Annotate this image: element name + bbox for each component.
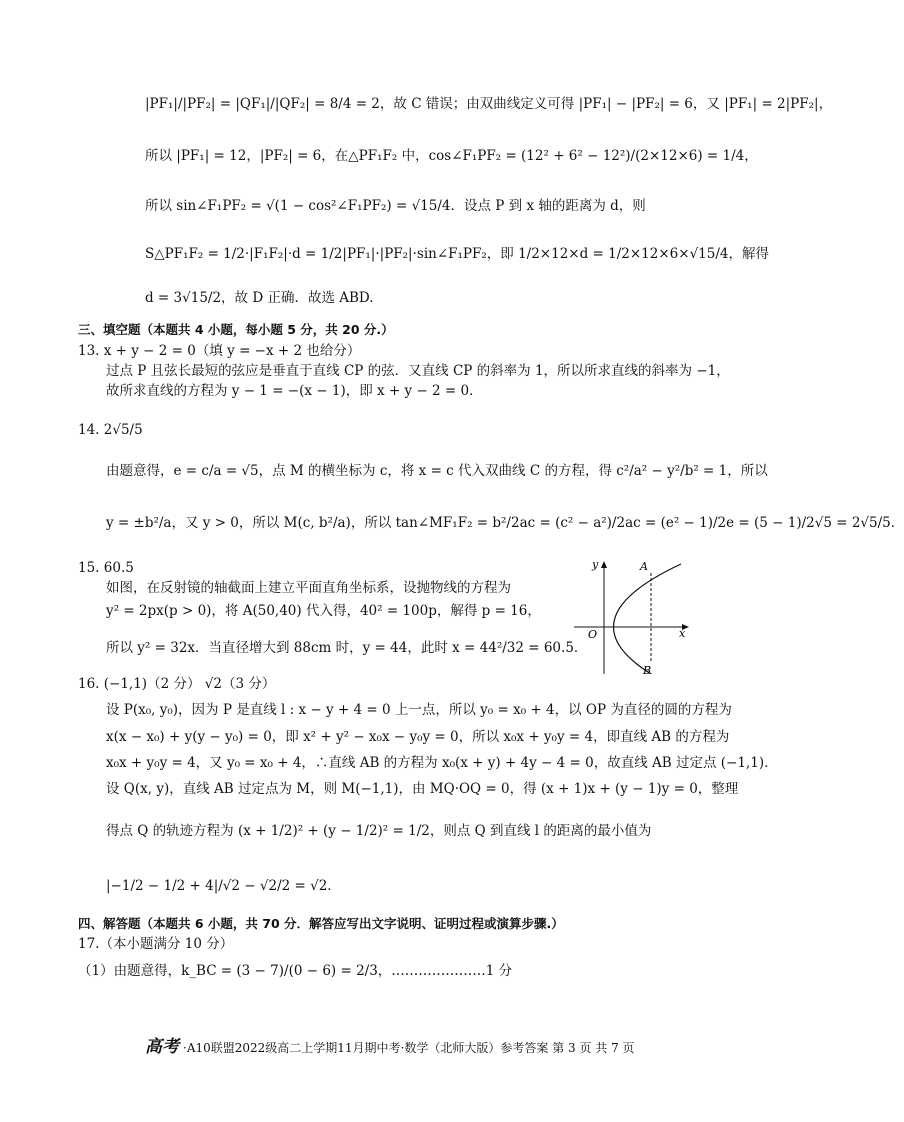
- point-a-label: A: [640, 560, 648, 573]
- q16-explanation-5: 得点 Q 的轨迹方程为 (x + 1/2)² + (y − 1/2)² = 1/2，则点 Q 到直线 l 的距离的最小值为: [106, 823, 652, 839]
- footer-text: ·A10联盟2022级高二上学期11月期中考·数学（北师大版）参考答案 第 3 页 共 7 页: [183, 1041, 635, 1055]
- footer-logo: 高考: [145, 1037, 179, 1057]
- q16-explanation-6: |−1/2 − 1/2 + 4|/√2 − √2/2 = √2．: [106, 878, 341, 894]
- q16-explanation-4: 设 Q(x, y)，直线 AB 过定点为 M，则 M(−1,1)，由 MQ·OQ = 0，得 (x + 1)x + (y − 1)y = 0，整理: [106, 781, 739, 797]
- q14-explanation-1: 由题意得，e = c/a = √5，点 M 的横坐标为 c，将 x = c 代入双曲线 C 的方程，得 c²/a² − y²/b² = 1，所以: [106, 463, 768, 479]
- q14-answer: 14. 2√5/5: [78, 422, 143, 438]
- line-2: 所以 |PF₁| = 12，|PF₂| = 6，在△PF₁F₂ 中，cos∠F₁PF₂ = (12² + 6² − 12²)/(2×12×6) = 1/4，: [145, 148, 758, 164]
- x-axis-label: x: [679, 627, 686, 640]
- q13-explanation-1: 过点 P 且弦长最短的弦应是垂直于直线 CP 的弦．又直线 CP 的斜率为 1，所以所求直线的斜率为 −1，: [106, 363, 730, 379]
- q15-explanation-2: y² = 2px(p > 0)，将 A(50,40) 代入得，40² = 100p，解得 p = 16，: [106, 603, 541, 619]
- parabola-figure: [568, 556, 698, 681]
- section-4-heading: 四、解答题（本题共 6 小题，共 70 分．解答应写出文字说明、证明过程或演算步骤.）: [78, 916, 564, 931]
- q14-explanation-2: y = ±b²/a，又 y > 0，所以 M(c, b²/a)，所以 tan∠MF₁F₂ = b²/2ac = (c² − a²)/2ac = (e² − 1)/2e = (5 − 1)/2√5 = 2√5/5．: [106, 515, 904, 531]
- q15-explanation-1: 如图，在反射镜的轴截面上建立平面直角坐标系，设抛物线的方程为: [106, 580, 511, 596]
- y-axis-label: y: [592, 558, 599, 571]
- q17-part-1: （1）由题意得，k_BC = (3 − 7)/(0 − 6) = 2/3，…………………1 分: [78, 963, 513, 979]
- point-b-label: B: [643, 664, 652, 677]
- origin-label: O: [588, 628, 598, 641]
- q17-heading: 17.（本小题满分 10 分）: [78, 936, 234, 952]
- q13-explanation-2: 故所求直线的方程为 y − 1 = −(x − 1)，即 x + y − 2 = 0．: [106, 383, 483, 399]
- q13-answer: 13. x + y − 2 = 0（填 y = −x + 2 也给分）: [78, 343, 361, 359]
- line-4: S△PF₁F₂ = 1/2·|F₁F₂|·d = 1/2|PF₁|·|PF₂|·sin∠F₁PF₂，即 1/2×12×d = 1/2×12×6×√15/4，解得: [145, 246, 769, 262]
- q16-explanation-1: 设 P(x₀, y₀)，因为 P 是直线 l : x − y + 4 = 0 上一点，所以 y₀ = x₀ + 4，以 OP 为直径的圆的方程为: [106, 702, 732, 718]
- y-axis-arrow: [601, 561, 607, 568]
- line-3: 所以 sin∠F₁PF₂ = √(1 − cos²∠F₁PF₂) = √15/4．设点 P 到 x 轴的距离为 d，则: [145, 198, 646, 214]
- section-3-heading: 三、填空题（本题共 4 小题，每小题 5 分，共 20 分.）: [78, 322, 394, 337]
- page-footer: [145, 1032, 635, 1057]
- q16-explanation-2: x(x − x₀) + y(y − y₀) = 0，即 x² + y² − x₀x − y₀y = 0，所以 x₀x + y₀y = 4，即直线 AB 的方程为: [106, 729, 730, 745]
- line-1: |PF₁|/|PF₂| = |QF₁|/|QF₂| = 8/4 = 2，故 C 错误；由双曲线定义可得 |PF₁| − |PF₂| = 6，又 |PF₁| = 2|PF₂|，: [145, 96, 833, 112]
- q16-answer: 16. (−1,1)（2 分） √2（3 分）: [78, 676, 276, 692]
- q16-explanation-3: x₀x + y₀y = 4，又 y₀ = x₀ + 4，∴直线 AB 的方程为 x₀(x + y) + 4y − 4 = 0，故直线 AB 过定点 (−1,1)．: [106, 755, 778, 771]
- q15-answer: 15. 60.5: [78, 560, 134, 576]
- q15-explanation-3: 所以 y² = 32x．当直径增大到 88cm 时，y = 44，此时 x = 44²/32 = 60.5．: [106, 640, 588, 656]
- line-5: d = 3√15/2，故 D 正确．故选 ABD.: [145, 290, 374, 306]
